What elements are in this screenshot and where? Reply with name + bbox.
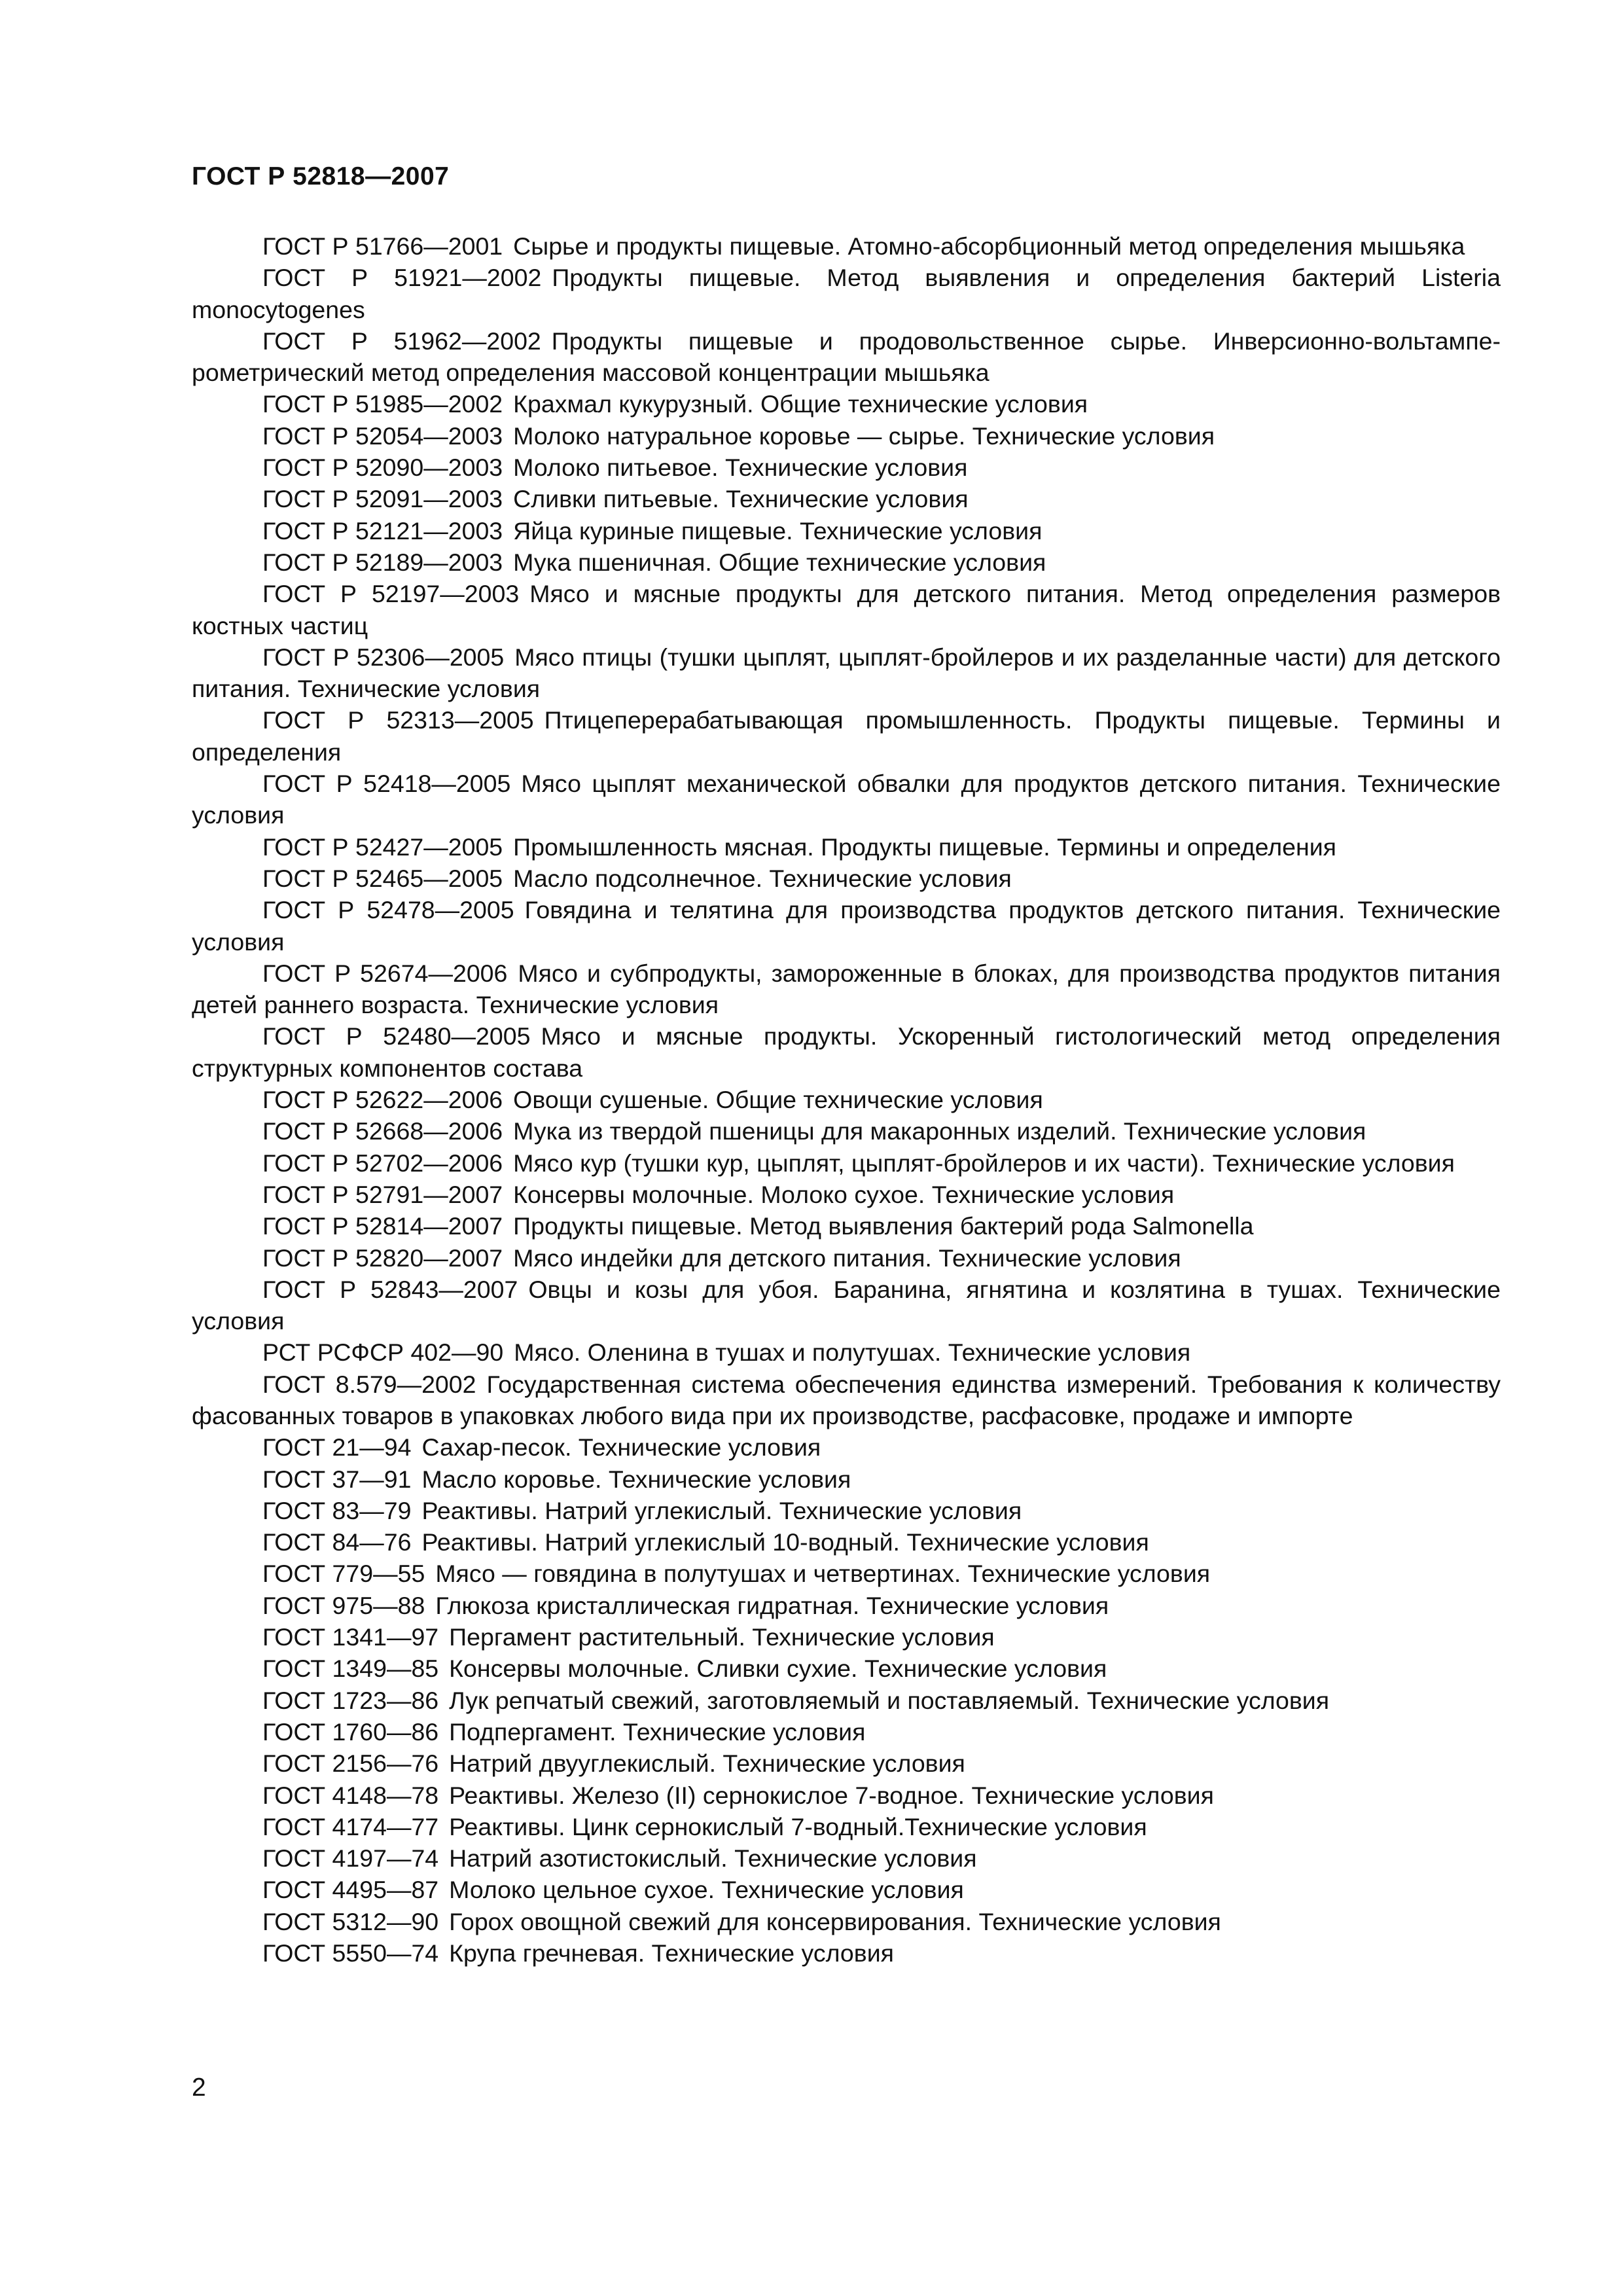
reference-title: Крупа гречневая. Технические условия [449,1939,894,1967]
reference-title: Горох овощной свежий для консервирования. Технические условия [449,1907,1221,1935]
reference-title: Натрий двууглекислый. Технические условия [449,1749,965,1778]
reference-code: ГОСТ Р 52054—2003 [262,422,503,450]
reference-entry [192,388,1501,420]
reference-title: Мясо и мясные продукты для детского питания. Метод определения размеров костных частиц [192,580,1501,639]
reference-title: Продукты пищевые. Метод выявления и определения бактерий Listeria monocytogenes [192,264,1501,323]
reference-entry [192,1653,1501,1684]
reference-entry [192,894,1501,958]
reference-entry [192,1621,1501,1653]
reference-code: ГОСТ Р 51962—2002 [262,327,541,355]
reference-entry [192,1937,1501,1969]
reference-title: Мясо и мясные продукты. Ускоренный гистологический метод определения структурных компонентов состава [192,1022,1501,1082]
reference-code: ГОСТ 1723—86 [262,1686,439,1714]
reference-title: Реактивы. Натрий углекислый 10-водный. Технические условия [421,1528,1149,1556]
reference-code: ГОСТ Р 52427—2005 [262,833,503,861]
reference-entry [192,704,1501,768]
reference-code: ГОСТ Р 52814—2007 [262,1212,503,1240]
reference-entry [192,452,1501,483]
reference-entry [192,1369,1501,1432]
reference-entry [192,1811,1501,1842]
reference-code: ГОСТ Р 52189—2003 [262,548,503,576]
reference-entry [192,1242,1501,1274]
reference-title: Пергамент растительный. Технические условия [449,1623,995,1651]
reference-code: ГОСТ 4197—74 [262,1844,439,1873]
reference-code: ГОСТ 1341—97 [262,1623,439,1651]
reference-title: Сливки питьевые. Технические условия [513,485,969,513]
reference-code: ГОСТ Р 52843—2007 [262,1275,518,1303]
reference-entry [192,1906,1501,1937]
reference-title: Мясо — говядина в полутушах и четвертинах. Технические условия [435,1560,1211,1588]
reference-entry [192,1558,1501,1589]
reference-entry [192,230,1501,262]
reference-title: Мясо индейки для детского питания. Технические условия [513,1244,1181,1272]
reference-title: Лук репчатый свежий, заготовляемый и поставляемый. Технические условия [449,1686,1330,1714]
reference-code: ГОСТ 5312—90 [262,1907,439,1935]
reference-code: ГОСТ Р 52090—2003 [262,454,503,482]
reference-title: Продукты пищевые и продовольственное сырье. Инверсионно-вольтамперометрический метод определения массовой концентрации мышьяка [192,327,1501,387]
reference-code: ГОСТ 83—79 [262,1496,412,1524]
reference-code: ГОСТ Р 52668—2006 [262,1117,503,1145]
reference-entry [192,1685,1501,1716]
reference-title: Крахмал кукурузный. Общие технические условия [513,390,1088,418]
reference-title: Мясо и субпродукты, замороженные в блоках, для производства продуктов питания детей раннего возраста. Технические условия [192,959,1501,1019]
reference-title: Промышленность мясная. Продукты пищевые. Термины и определения [513,833,1336,861]
reference-code: ГОСТ 5550—74 [262,1939,439,1967]
reference-code: ГОСТ 8.579—2002 [262,1370,476,1398]
reference-title: Натрий азотистокислый. Технические условия [449,1844,977,1873]
reference-title: Консервы молочные. Молоко сухое. Технические условия [513,1180,1175,1208]
reference-code: ГОСТ 1760—86 [262,1717,439,1746]
reference-entry [192,1526,1501,1558]
reference-code: РСТ РСФСР 402—90 [262,1338,504,1367]
reference-entry [192,1147,1501,1179]
reference-title: Молоко питьевое. Технические условия [513,454,968,482]
reference-entry [192,641,1501,705]
reference-entry [192,1590,1501,1621]
reference-code: ГОСТ 4148—78 [262,1781,439,1809]
reference-entry [192,1748,1501,1779]
reference-title: Масло подсолнечное. Технические условия [513,864,1012,892]
reference-code: ГОСТ Р 52480—2005 [262,1022,531,1050]
reference-code: ГОСТ Р 52091—2003 [262,485,503,513]
reference-entry [192,420,1501,452]
reference-entry [192,515,1501,547]
reference-title: Реактивы. Цинк сернокислый 7-водный.Технические условия [449,1812,1147,1840]
reference-code: ГОСТ 4495—87 [262,1876,439,1904]
reference-code: ГОСТ Р 52674—2006 [262,959,508,987]
reference-code: ГОСТ Р 52197—2003 [262,580,520,608]
normative-references-list [192,230,1501,1969]
reference-title: Реактивы. Натрий углекислый. Технические условия [421,1496,1022,1524]
reference-title: Сырье и продукты пищевые. Атомно-абсорбционный метод определения мышьяка [513,232,1465,260]
reference-code: ГОСТ Р 52465—2005 [262,864,503,892]
reference-code: ГОСТ Р 52820—2007 [262,1244,503,1272]
reference-code: ГОСТ 84—76 [262,1528,412,1556]
reference-title: Глюкоза кристаллическая гидратная. Технические условия [435,1591,1109,1619]
reference-title: Овцы и козы для убоя. Баранина, ягнятина и козлятина в тушах. Технические условия [192,1275,1501,1335]
reference-code: ГОСТ Р 51766—2001 [262,232,503,260]
reference-entry [192,1336,1501,1368]
reference-entry [192,483,1501,514]
reference-entry [192,1274,1501,1337]
reference-entry [192,1716,1501,1748]
reference-entry [192,1463,1501,1495]
reference-entry [192,1842,1501,1874]
page-number: 2 [192,2073,206,2102]
reference-title: Мясо кур (тушки кур, цыплят, цыплят-бройлеров и их части). Технические условия [513,1149,1455,1177]
reference-code: ГОСТ 1349—85 [262,1655,439,1683]
reference-title: Молоко натуральное коровье — сырье. Технические условия [513,422,1215,450]
reference-code: ГОСТ Р 52622—2006 [262,1086,503,1114]
reference-title: Консервы молочные. Сливки сухие. Технические условия [449,1655,1107,1683]
document-header: ГОСТ Р 52818—2007 [192,162,450,190]
reference-entry [192,1780,1501,1811]
reference-entry [192,1115,1501,1147]
reference-code: ГОСТ 21—94 [262,1433,412,1462]
reference-entry [192,1210,1501,1242]
reference-title: Молоко цельное сухое. Технические условия [449,1876,964,1904]
reference-title: Говядина и телятина для производства продуктов детского питания. Технические условия [192,896,1501,956]
reference-title: Реактивы. Железо (II) сернокислое 7-водное. Технические условия [449,1781,1214,1809]
reference-title: Государственная система обеспечения единства измерений. Требования к количеству фасованных товаров в упаковках любого вида при их производстве, расфасовке, продаже и импорте [192,1370,1501,1429]
reference-entry [192,578,1501,641]
reference-title: Продукты пищевые. Метод выявления бактерий рода Salmonella [513,1212,1254,1240]
reference-entry [192,325,1501,389]
reference-entry [192,1431,1501,1463]
reference-title: Подпергамент. Технические условия [449,1717,866,1746]
reference-entry [192,1874,1501,1905]
reference-code: ГОСТ Р 51921—2002 [262,264,542,292]
reference-title: Сахар-песок. Технические условия [421,1433,821,1462]
reference-title: Птицеперерабатывающая промышленность. Продукты пищевые. Термины и определения [192,706,1501,766]
reference-entry [192,958,1501,1021]
reference-title: Мука пшеничная. Общие технические условия [513,548,1046,576]
reference-entry [192,863,1501,894]
reference-entry [192,1495,1501,1526]
reference-code: ГОСТ Р 52121—2003 [262,516,503,545]
reference-title: Мясо птицы (тушки цыплят, цыплят-бройлеров и их разделанные части) для детского питания. Технические условия [192,643,1501,703]
reference-code: ГОСТ Р 52478—2005 [262,896,514,924]
reference-code: ГОСТ Р 52791—2007 [262,1180,503,1208]
reference-entry [192,1179,1501,1210]
reference-entry [192,768,1501,831]
reference-entry [192,1020,1501,1084]
reference-title: Масло коровье. Технические условия [421,1465,851,1493]
reference-code: ГОСТ 37—91 [262,1465,412,1493]
reference-entry [192,547,1501,578]
reference-title: Мясо. Оленина в тушах и полутушах. Технические условия [514,1338,1191,1367]
reference-code: ГОСТ Р 52313—2005 [262,706,534,734]
reference-title: Овощи сушеные. Общие технические условия [513,1086,1043,1114]
reference-title: Яйца куриные пищевые. Технические условия [513,516,1043,545]
reference-code: ГОСТ Р 51985—2002 [262,390,503,418]
reference-code: ГОСТ 4174—77 [262,1812,439,1840]
reference-code: ГОСТ Р 52702—2006 [262,1149,503,1177]
reference-entry [192,1084,1501,1115]
reference-code: ГОСТ Р 52418—2005 [262,770,511,798]
reference-title: Мясо цыплят механической обвалки для продуктов детского питания. Технические условия [192,770,1501,829]
reference-code: ГОСТ 2156—76 [262,1749,439,1778]
reference-title: Мука из твердой пшеницы для макаронных изделий. Технические условия [513,1117,1366,1145]
reference-entry [192,262,1501,325]
reference-code: ГОСТ 975—88 [262,1591,425,1619]
reference-code: ГОСТ 779—55 [262,1560,425,1588]
reference-entry [192,831,1501,863]
reference-code: ГОСТ Р 52306—2005 [262,643,505,671]
